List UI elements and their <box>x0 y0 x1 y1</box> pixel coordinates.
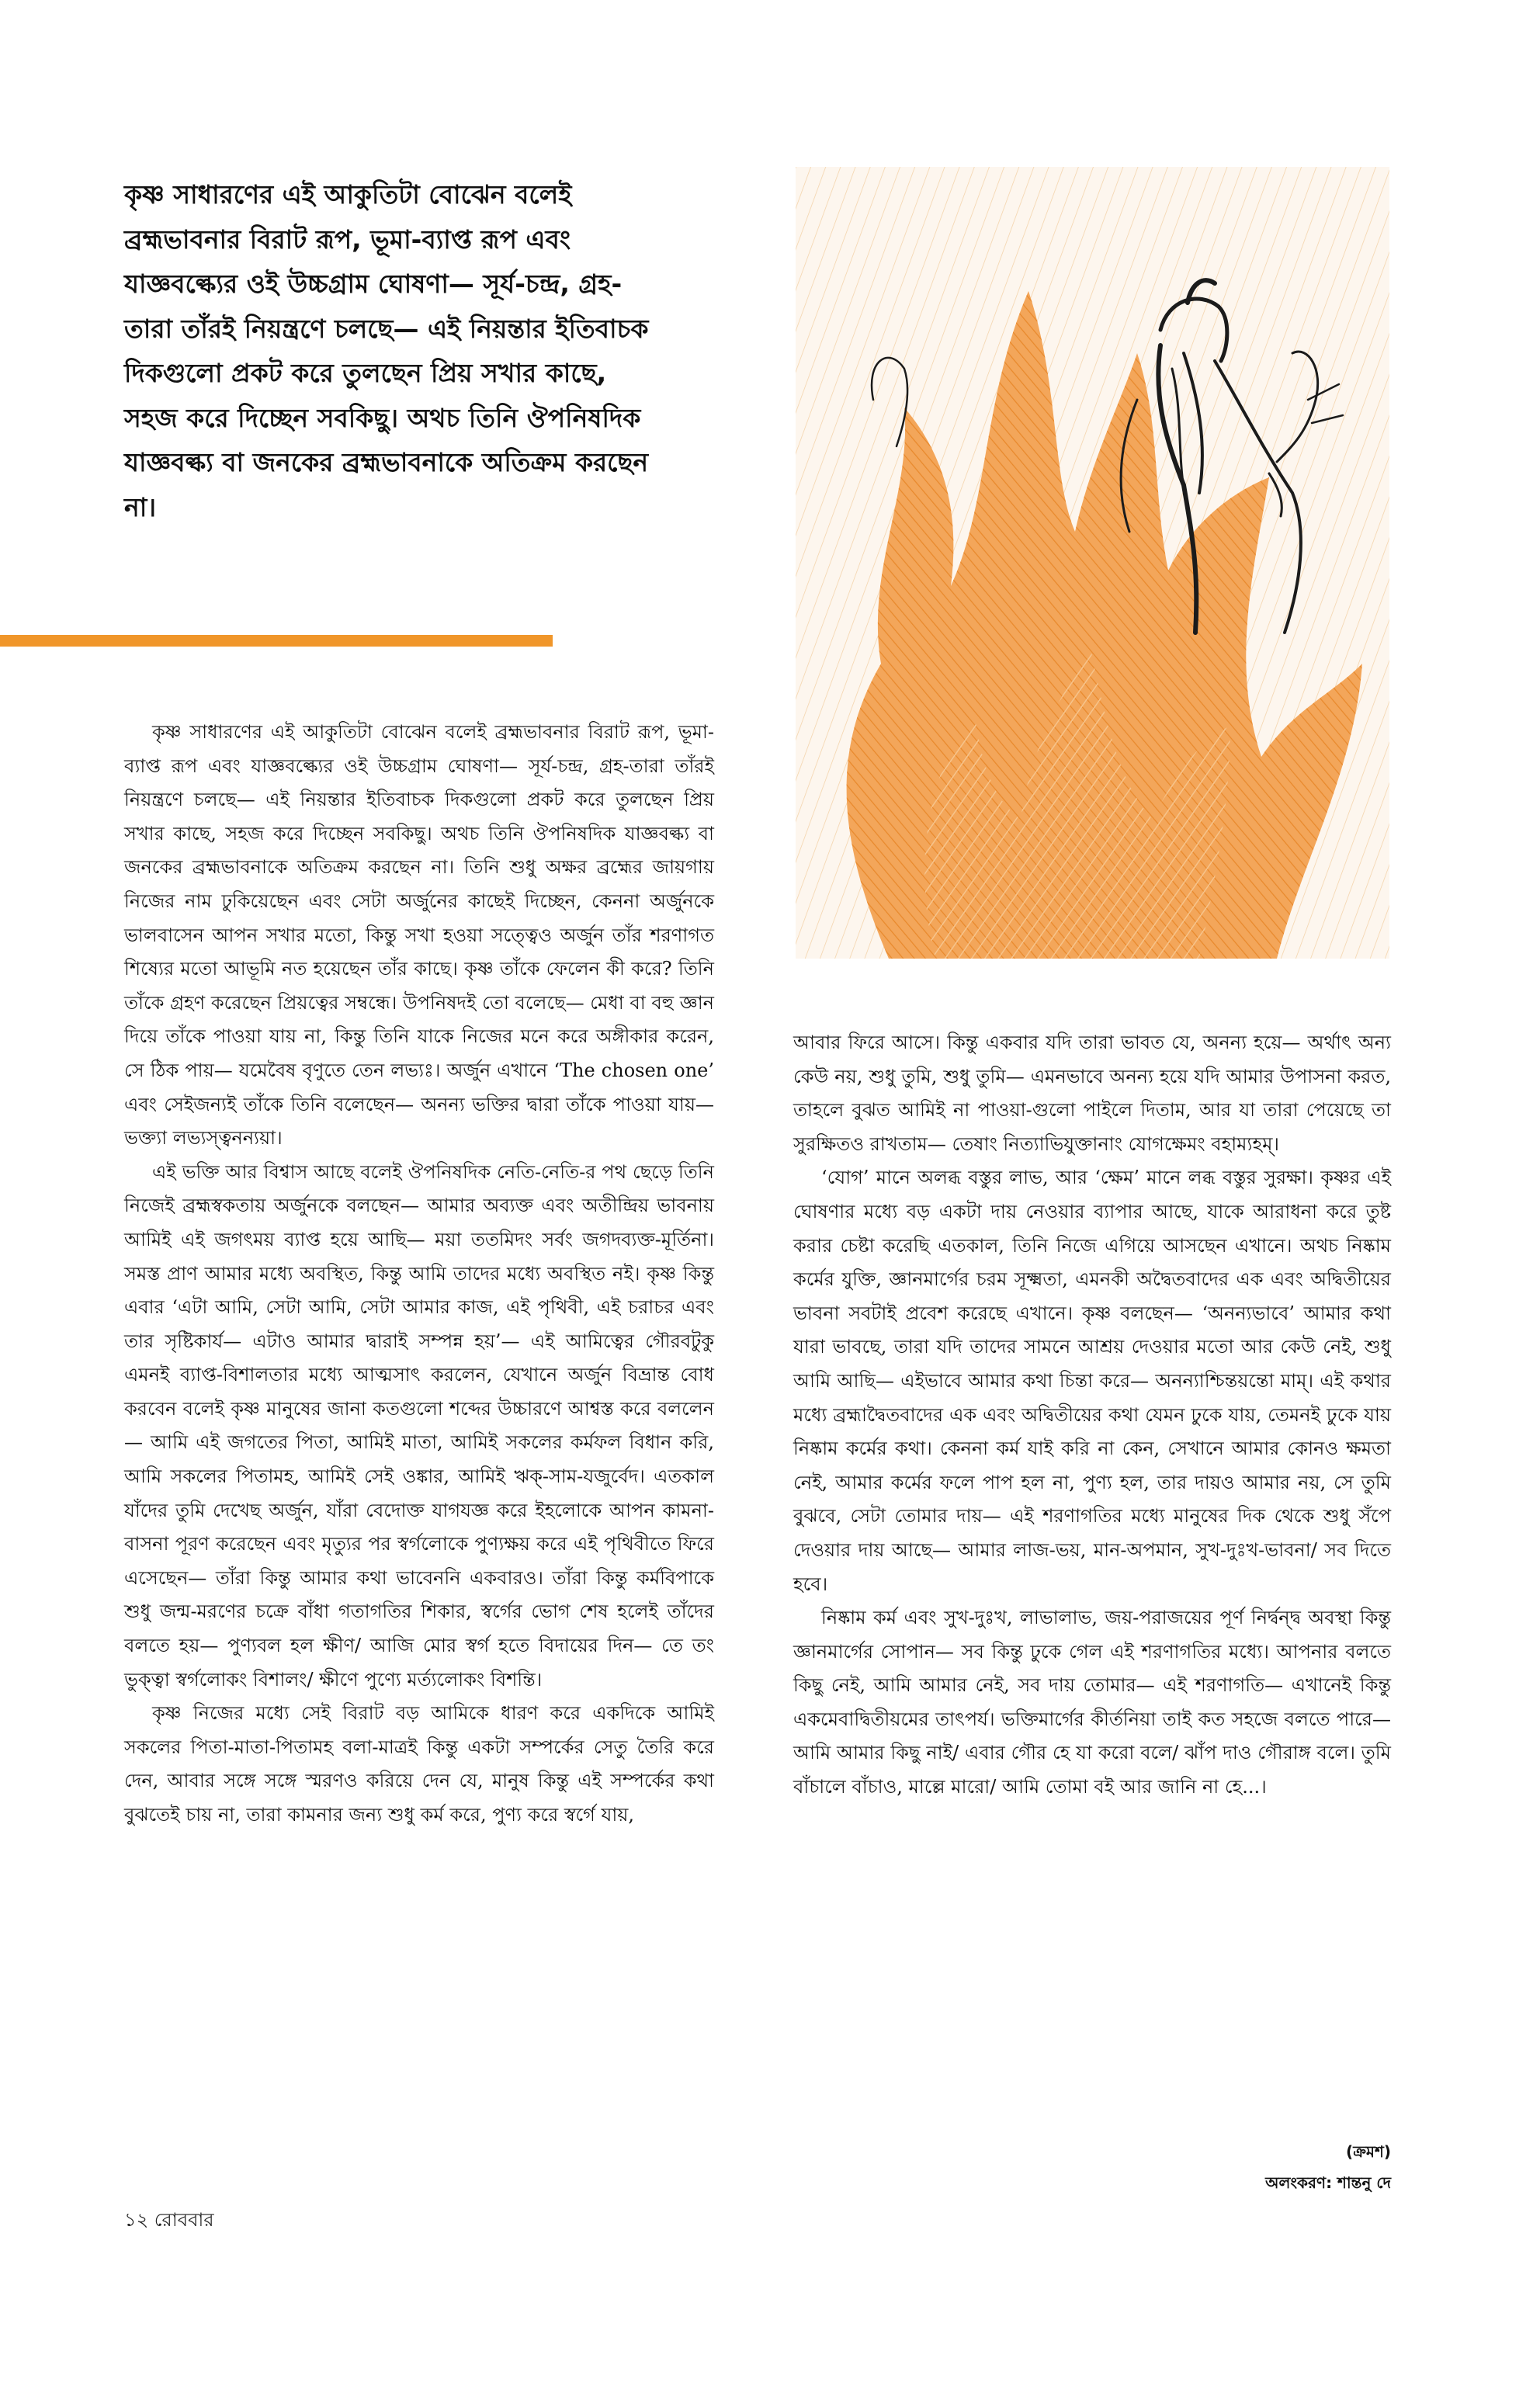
page-folio: ১২ রোববার <box>124 2209 214 2231</box>
article-paragraph: ‘যোগ’ মানে অলব্ধ বস্তুর লাভ, আর ‘ক্ষেম’ মানে লব্ধ বস্তুর সুরক্ষা। কৃষ্ণর এই ঘোষণার মধ্যে বড় একটা দায় নেওয়ার ব্যাপার আছে, যাকে আরাধনা করে তুষ্ট করার চেষ্টা করেছি এতকাল, তিনি নিজে এগিয়ে আসছেন এখানে। অথচ নিষ্কাম কর্মের যুক্তি, জ্ঞানমার্গের চরম সূক্ষ্মতা, এমনকী অদ্বৈতবাদের এক এবং অদ্বিতীয়ের ভাবনা সবটাই প্রবেশ করেছে এখানে। কৃষ্ণ বলছেন— ‘অনন্যভাবে’ আমার কথা যারা ভাবছে, তারা যদি তাদের সামনে আশ্রয় দেওয়ার মতো আর কেউ নেই, শুধু আমি আছি— এইভাবে আমার কথা চিন্তা করে— অনন্যাশ্চিন্তয়ন্তো মাম্। এই কথার মধ্যে ব্রহ্মাদ্বৈতবাদের এক এবং অদ্বিতীয়ের কথা যেমন ঢুকে যায়, তেমনই ঢুকে যায় নিষ্কাম কর্মের কথা। কেননা কর্ম যাই করি না কেন, সেখানে আমার কোনও ক্ষমতা নেই, আমার কর্মের ফলে পাপ হল না, পুণ্য হল, তার দায়ও আমার নয়, সে তুমি বুঝবে, সেটা তোমার দায়— এই শরণাগতির মধ্যে মানুষের দিক থেকে শুধু সঁপে দেওয়ার দায় আছে— আমার লাজ-ভয়, মান-অপমান, সুখ-দুঃখ-ভাবনা/ সব দিতে হবে। <box>793 1167 1391 1595</box>
article-paragraph: কৃষ্ণ সাধারণের এই আকুতিটা বোঝেন বলেই ব্রহ্মভাবনার বিরাট রূপ, ভূমা-ব্যাপ্ত রূপ এবং যাজ্ঞবল্ক্যের ওই উচ্চগ্রাম ঘোষণা— সূর্য-চন্দ্র, গ্রহ-তারা তাঁরই নিয়ন্ত্রণে চলছে— এই নিয়ন্তার ইতিবাচক দিকগুলো প্রকট করে তুলছেন প্রিয় সখার কাছে, সহজ করে দিচ্ছেন সবকিছু। অথচ তিনি ঔপনিষদিক যাজ্ঞবল্ক্য বা জনকের ব্রহ্মভাবনাকে অতিক্রম করছেন না। তিনি শুধু অক্ষর ব্রহ্মের জায়গায় নিজের নাম ঢুকিয়েছেন এবং সেটা অর্জুনের কাছেই দিচ্ছেন, কেননা অর্জুনকে ভালবাসেন আপন সখার মতো, কিন্তু সখা হওয়া সত্ত্বেও অর্জুন তাঁর শরণাগত শিষ্যের মতো আভূমি নত হয়েছেন তাঁর কাছে। কৃষ্ণ তাঁকে ফেলেন কী করে? তিনি তাঁকে গ্রহণ করেছেন প্রিয়ত্বের সম্বন্ধে। উপনিষদই তো বলেছে— মেধা বা বহু জ্ঞান দিয়ে তাঁকে পাওয়া যায় না, কিন্তু তিনি যাকে নিজের মনে করে অঙ্গীকার করেন, সে ঠিক পায়— যমেবৈষ বৃণুতে তেন লভ্যঃ। অর্জুন এখানে ‘The chosen one’ এবং সেইজন্যই তাঁকে তিনি বলেছেন— অনন্য ভক্তির দ্বারা তাঁকে পাওয়া যায়— ভক্ত্যা লভ্যস্ত্বনন্যয়া। <box>124 721 714 1150</box>
article-paragraph: কৃষ্ণ নিজের মধ্যে সেই বিরাট বড় আমিকে ধারণ করে একদিকে আমিই সকলের পিতা-মাতা-পিতামহ বলা-মাত্রই কিন্তু একটা সম্পর্কের সেতু তৈরি করে দেন, আবার সঙ্গে সঙ্গে স্মরণও করিয়ে দেন যে, মানুষ কিন্তু এই সম্পর্কের কথা বুঝতেই চায় না, তারা কামনার জন্য শুধু কর্ম করে, পুণ্য করে স্বর্গে যায়, <box>124 1702 714 1826</box>
article-left-column <box>124 716 714 1833</box>
accent-rule <box>0 635 553 647</box>
continued-label: (ক্রমশ) <box>1346 2142 1391 2161</box>
article-right-column <box>793 1026 1391 1805</box>
article-paragraph: এই ভক্তি আর বিশ্বাস আছে বলেই ঔপনিষদিক নেতি-নেতি-র পথ ছেড়ে তিনি নিজেই ব্রহ্মস্বকতায় অর্জুনকে বলছেন— আমার অব্যক্ত এবং অতীন্দ্রিয় ভাবনায় আমিই এই জগৎময় ব্যাপ্ত হয়ে আছি— ময়া ততমিদং সর্বং জগদব্যক্ত-মূর্তিনা। সমস্ত প্রাণ আমার মধ্যে অবস্থিত, কিন্তু আমি তাদের মধ্যে অবস্থিত নই। কৃষ্ণ কিন্তু এবার ‘এটা আমি, সেটা আমি, সেটা আমার কাজ, এই পৃথিবী, এই চরাচর এবং তার সৃষ্টিকার্য— এটাও আমার দ্বারাই সম্পন্ন হয়’— এই আমিত্বের গৌরবটুকু এমনই ব্যাপ্ত-বিশালতার মধ্যে আত্মসাৎ করলেন, যেখানে অর্জুন বিভ্রান্ত বোধ করবেন বলেই কৃষ্ণ মানুষের জানা কতগুলো শব্দের উচ্চারণে আশ্বস্ত করে বললেন— আমি এই জগতের পিতা, আমিই মাতা, আমিই সকলের কর্মফল বিধান করি, আমি সকলের পিতামহ, আমিই সেই ওঙ্কার, আমিই ঋক্-সাম-যজুর্বেদ। এতকাল যাঁদের তুমি দেখেছ অর্জুন, যাঁরা বেদোক্ত যাগযজ্ঞ করে ইহলোকে আপন কামনা-বাসনা পূরণ করেছেন এবং মৃত্যুর পর স্বর্গলোকে পুণ্যক্ষয় করে এই পৃথিবীতে ফিরে এসেছেন— তাঁরা কিন্তু আমার কথা ভাবেননি একবারও। তাঁরা কিন্তু কর্মবিপাকে শুধু জন্ম-মরণের চক্রে বাঁধা গতাগতির শিকার, স্বর্গের ভোগ শেষ হলেই তাঁদের বলতে হয়— পুণ্যবল হল ক্ষীণ/ আজি মোর স্বর্গ হতে বিদায়ের দিন— তে তং ভুক্ত্বা স্বর্গলোকং বিশালং/ ক্ষীণে পুণ্যে মর্ত্যলোকং বিশন্তি। <box>124 1160 714 1691</box>
illustration-credit: অলংকরণ: শান্তনু দে <box>1265 2173 1391 2192</box>
credits <box>793 2136 1391 2198</box>
article-paragraph: আবার ফিরে আসে। কিন্তু একবার যদি তারা ভাবত যে, অনন্য হয়ে— অর্থাৎ অন্য কেউ নয়, শুধু তুমি, শুধু তুমি— এমনভাবে অনন্য হয়ে যদি আমার উপাসনা করত, তাহলে বুঝত আমিই না পাওয়া-গুলো পাইলে দিতাম, আর যা তারা পেয়েছে তা সুরক্ষিতও রাখতাম— তেষাং নিত্যাভিযুক্তানাং যোগক্ষেমং বহাম্যহম্। <box>793 1032 1391 1155</box>
pull-quote: কৃষ্ণ সাধারণের এই আকুতিটা বোঝেন বলেই ব্রহ্মভাবনার বিরাট রূপ, ভূমা-ব্যাপ্ত রূপ এবং যাজ্ঞবল্ক্যের ওই উচ্চগ্রাম ঘোষণা— সূর্য-চন্দ্র, গ্রহ-তারা তাঁরই নিয়ন্ত্রণে চলছে— এই নিয়ন্তার ইতিবাচক দিকগুলো প্রকট করে তুলছেন প্রিয় সখার কাছে, সহজ করে দিচ্ছেন সবকিছু। অথচ তিনি ঔপনিষদিক যাজ্ঞবল্ক্য বা জনকের ব্রহ্মভাবনাকে অতিক্রম করছেন না। <box>124 179 649 522</box>
article-paragraph: নিষ্কাম কর্ম এবং সুখ-দুঃখ, লাভালাভ, জয়-পরাজয়ের পূর্ণ নির্দ্বন্দ্ব অবস্থা কিন্তু জ্ঞানমার্গের সোপান— সব কিন্তু ঢুকে গেল এই শরণাগতির মধ্যে। আপনার বলতে কিছু নেই, আমি আমার নেই, সব দায় তোমার— এই শরণাগতি— এখানেই কিন্তু একমেবাদ্বিতীয়মের তাৎপর্য। ভক্তিমার্গের কীর্তনিয়া তাই কত সহজে বলতে পারে— আমি আমার কিছু নাই/ এবার গৌর হে যা করো বলে/ ঝাঁপ দাও গৌরাঙ্গ বলে। তুমি বাঁচালে বাঁচাও, মাল্লে মারো/ আমি তোমা বই আর জানি না হে...। <box>793 1607 1391 1798</box>
sage-in-flames-illustration <box>796 167 1389 959</box>
